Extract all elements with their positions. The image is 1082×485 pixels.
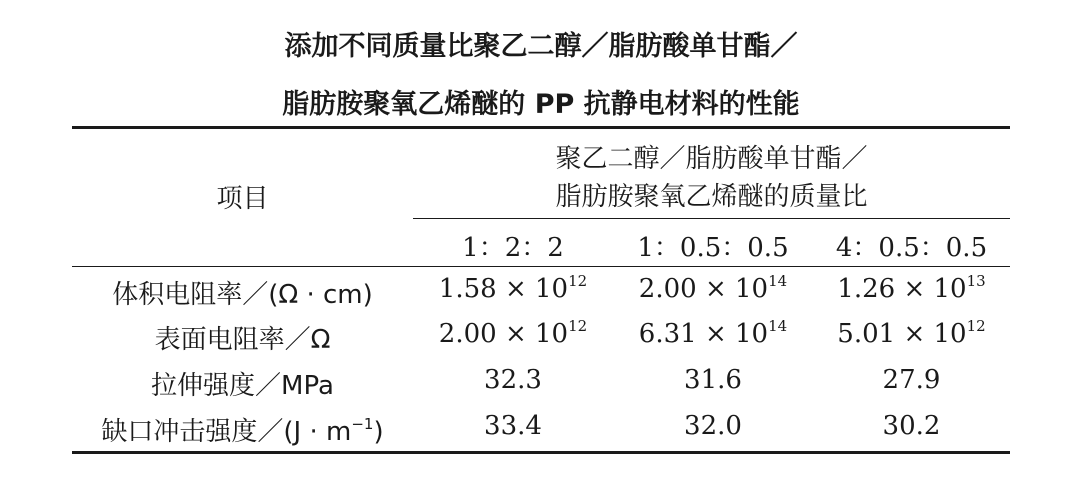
table-title-line-1: 添加不同质量比聚乙二醇／脂肪酸单甘酯／ <box>284 31 798 62</box>
table-cell: 30.2 <box>882 411 941 441</box>
header-item: 项目 <box>216 184 269 214</box>
ratio-header-2: 1：0.5：0.5 <box>637 233 789 263</box>
row-label-volume-resistivity: 体积电阻率／(Ω · cm) <box>112 280 373 310</box>
ratio-header-1: 1：2：2 <box>462 233 564 263</box>
table-cell: $5.01 \times 10^{12}$ <box>837 317 986 349</box>
header-group-line-1: 聚乙二醇／脂肪酸单甘酯／ <box>555 144 868 174</box>
table-cell: 31.6 <box>684 365 742 395</box>
table-title-line-2: 脂肪胺聚氧乙烯醚的 PP 抗静电材料的性能 <box>282 89 800 120</box>
row-label-surface-resistivity: 表面电阻率／Ω <box>154 325 331 355</box>
bottom-rule <box>72 451 1010 454</box>
table-cell: 27.9 <box>882 365 941 395</box>
header-group-rule <box>413 218 1010 219</box>
row-label-notched-impact-strength: 缺口冲击强度／(J · $m^{-1}$) <box>101 415 384 447</box>
table-cell: $1.58 \times 10^{12}$ <box>438 272 588 304</box>
table-cell: $2.00 \times 10^{14}$ <box>638 272 788 304</box>
top-rule <box>72 126 1010 129</box>
header-group-line-2: 脂肪胺聚氧乙烯醚的质量比 <box>555 182 868 212</box>
row-label-tensile-strength: 拉伸强度／MPa <box>151 371 334 401</box>
table-cell: 32.3 <box>484 365 542 395</box>
header-bottom-rule <box>72 266 1010 267</box>
table-cell: 33.4 <box>484 411 542 441</box>
table-cell: $6.31 \times 10^{14}$ <box>638 317 788 349</box>
table-cell: 32.0 <box>684 411 742 441</box>
table-cell: $1.26 \times 10^{13}$ <box>837 272 986 304</box>
table-cell: $2.00 \times 10^{12}$ <box>438 317 588 349</box>
ratio-header-3: 4：0.5：0.5 <box>835 233 988 263</box>
